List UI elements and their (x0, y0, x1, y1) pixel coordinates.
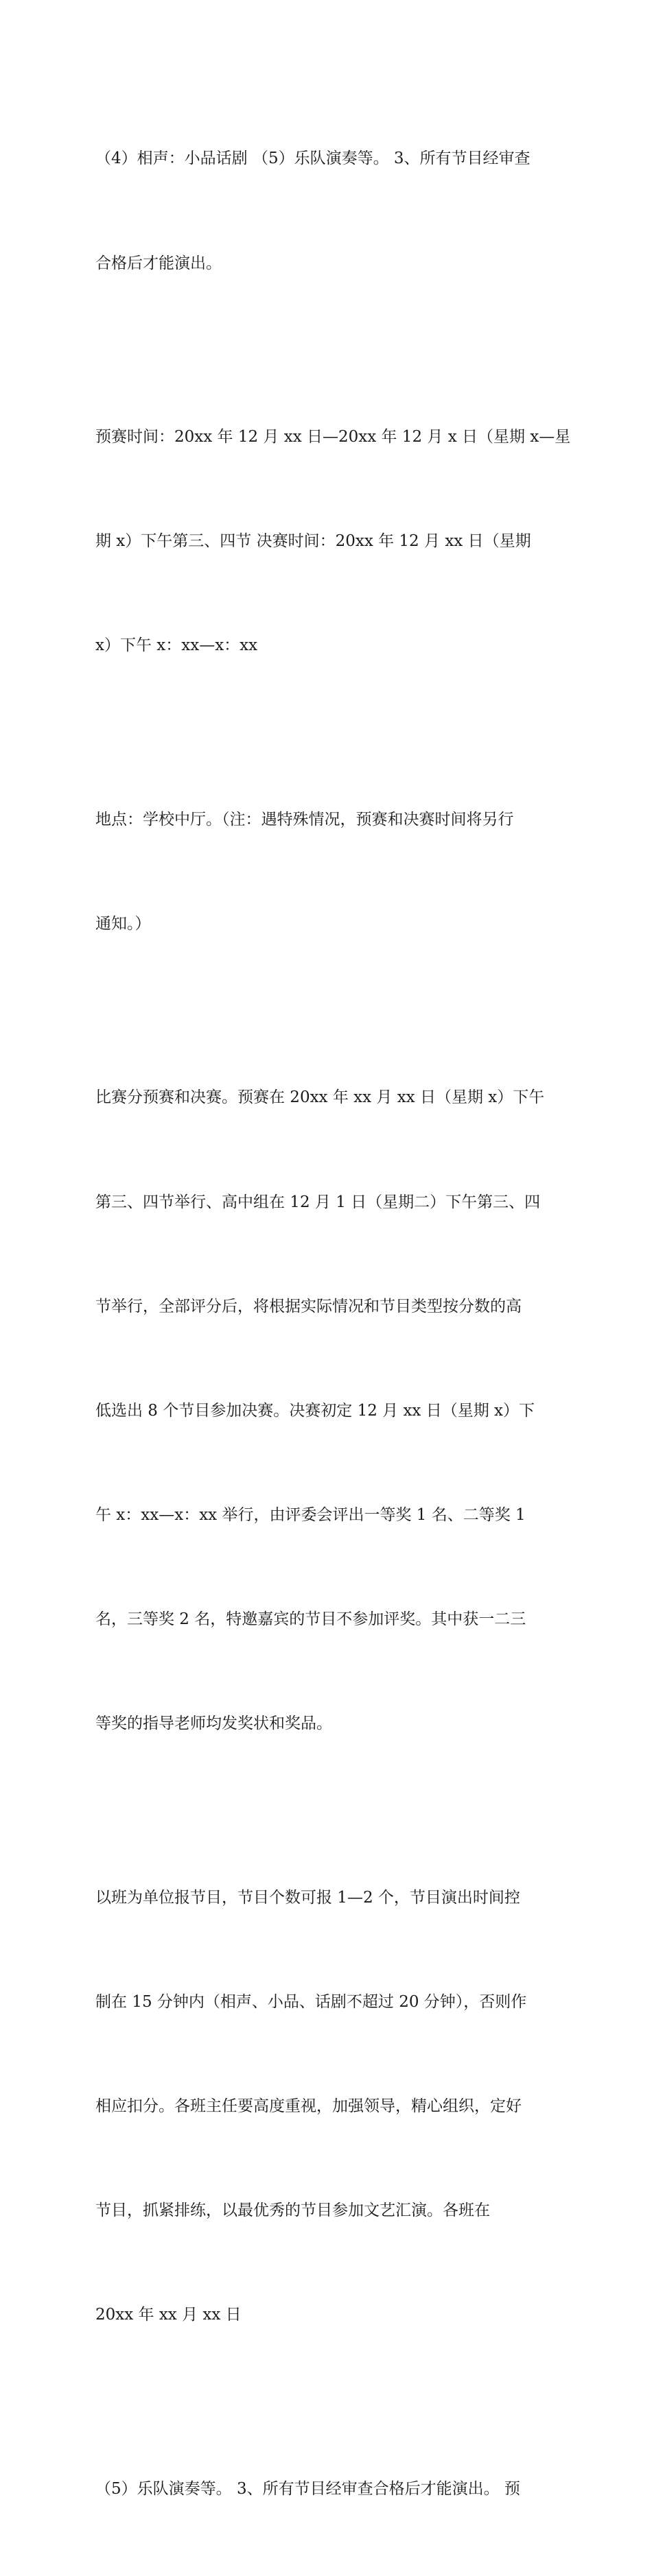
text-line: 20xx 年 xx 月 xx 日 (95, 2306, 242, 2324)
paragraph-registration (95, 1811, 557, 2402)
text-line: x）下午 x：xx—x：xx (95, 636, 258, 655)
paragraph-program-types (95, 72, 557, 350)
text-line: 比赛分预赛和决赛。预赛在 20xx 年 xx 月 xx 日（星期 x）下午 (95, 1088, 545, 1107)
paragraph-schedule (95, 350, 571, 733)
paragraph-competition-rules (95, 1011, 557, 1811)
text-line: 地点：学校中厅。（注：遇特殊情况，预赛和决赛时间将另行 (95, 810, 514, 828)
text-line: 通知。） (95, 914, 151, 933)
text-line: 合格后才能演出。 (95, 254, 222, 272)
text-line: 节举行，全部评分后，将根据实际情况和节目类型按分数的高 (95, 1297, 522, 1315)
paragraph-repeat-fragment (95, 2402, 557, 2576)
paragraph-location (95, 732, 557, 1011)
text-line: 第三、四节举行、高中组在 12 月 1 日（星期二）下午第三、四 (95, 1193, 541, 1211)
text-line: 相应扣分。各班主任要高度重视，加强领导，精心组织，定好 (95, 2097, 522, 2115)
text-line: 名，三等奖 2 名，特邀嘉宾的节目不参加评奖。其中获一二三 (95, 1610, 526, 1628)
document-body (95, 72, 571, 2576)
text-line: 午 x：xx—x：xx 举行，由评委会评出一等奖 1 名、二等奖 1 (95, 1505, 526, 1524)
text-line: 制在 15 分钟内（相声、小品、话剧不超过 20 分钟），否则作 (95, 1992, 527, 2011)
text-line: （4）相声：小品话剧 （5）乐队演奏等。 3、所有节目经审查 (95, 150, 531, 168)
text-line: 以班为单位报节目，节目个数可报 1—2 个，节目演出时间控 (95, 1888, 520, 1907)
text-line: 等奖的指导老师均发奖状和奖品。 (95, 1715, 332, 1733)
text-line: 期 x）下午第三、四节 决赛时间：20xx 年 12 月 xx 日（星期 (95, 532, 531, 551)
text-line: 节目，抓紧排练，以最优秀的节目参加文艺汇演。各班在 (95, 2201, 490, 2219)
text-line: （5）乐队演奏等。 3、所有节目经审查合格后才能演出。 预 (95, 2479, 520, 2498)
text-line: 预赛时间：20xx 年 12 月 xx 日—20xx 年 12 月 x 日（星期 x—星 (95, 428, 571, 446)
text-line: 低选出 8 个节目参加决赛。决赛初定 12 月 xx 日（星期 x）下 (95, 1401, 535, 1420)
